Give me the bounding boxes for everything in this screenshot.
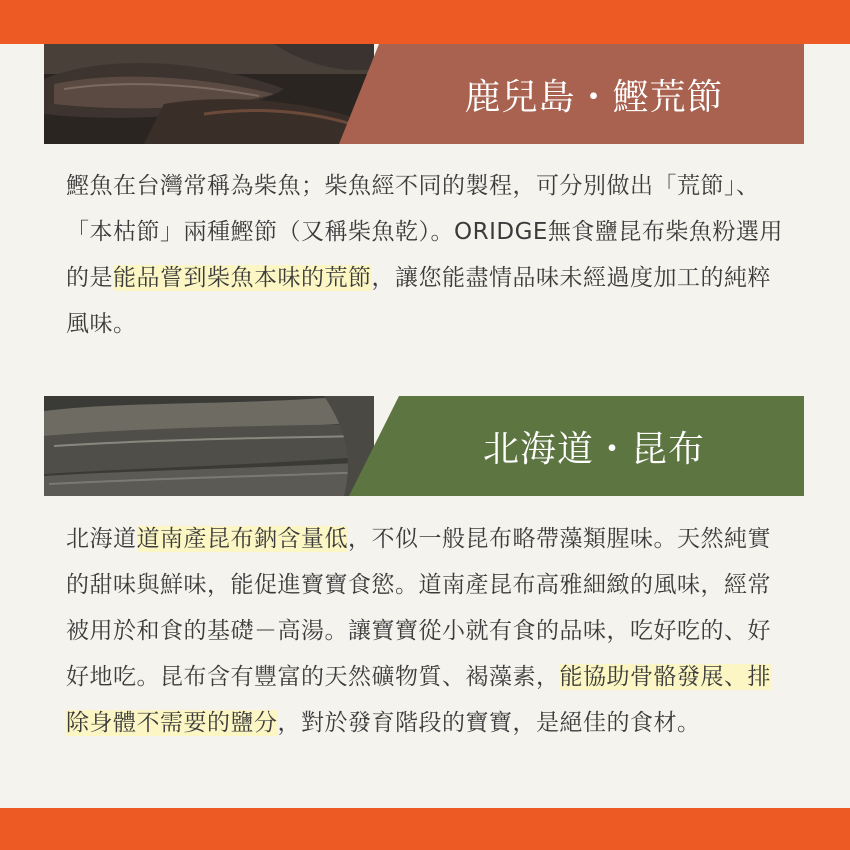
kelp-highlight-1: 道南產昆布鈉含量低	[136, 526, 348, 552]
bonito-highlight: 能品嘗到柴魚本味的荒節	[113, 265, 372, 291]
bonito-text-1: 鰹魚在台灣常稱為柴魚；柴魚經不同的製程，可分別做出「荒節」、「本枯節」兩種鰹節（又稱柴魚乾）。ORIDGE無食鹽昆布柴魚粉選用的是	[66, 173, 783, 291]
bonito-text-2: ，讓您能盡情品味未經過度加工的純粹風味。	[66, 265, 771, 337]
kelp-text-3: ，對於發育階段的寶寶，是絕佳的食材。	[277, 710, 701, 736]
kelp-text-1: 北海道	[66, 526, 137, 552]
kelp-paragraph	[66, 516, 791, 746]
bonito-title-panel	[44, 44, 804, 144]
top-accent-bar	[0, 0, 850, 44]
kelp-title: 北海道・昆布	[482, 428, 705, 470]
bonito-banner	[44, 44, 804, 144]
bottom-accent-bar	[0, 808, 850, 850]
kelp-text-2: ，不似一般昆布略帶藻類腥味。天然純實的甜味與鮮味，能促進寶寶食慾。道南產昆布高雅細緻的風味，經常被用於和食的基礎－高湯。讓寶寶從小就有食的品味，吃好吃的、好好地吃。昆布含有豐富的天然礦物質、褐藻素，	[66, 526, 771, 690]
kelp-banner	[44, 396, 804, 496]
bonito-paragraph	[66, 163, 791, 347]
bonito-title: 鹿兒島・鰹荒節	[464, 76, 724, 118]
kelp-title-panel	[44, 396, 804, 496]
kelp-highlight-2: 能協助骨骼發展、排除身體不需要的鹽分	[66, 664, 771, 736]
